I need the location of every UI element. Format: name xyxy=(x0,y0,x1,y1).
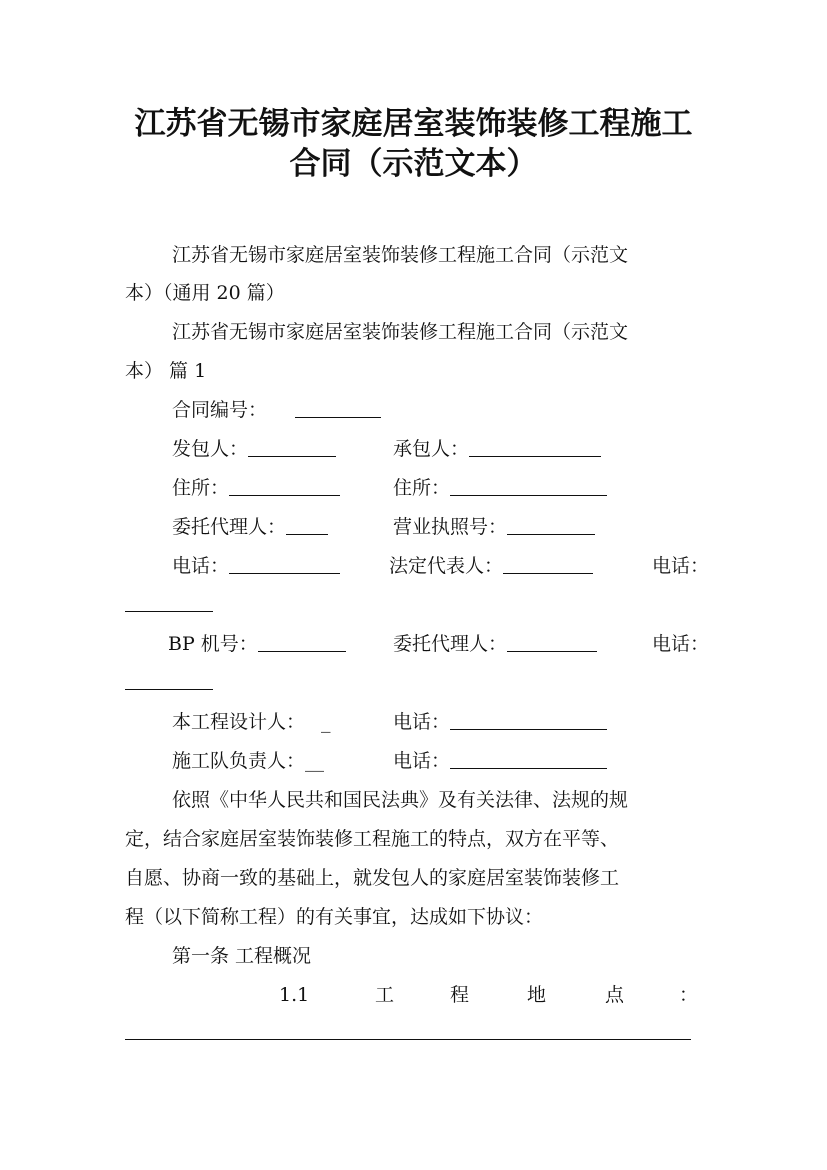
phone-a-label: 电话： xyxy=(172,555,230,577)
body-para1-line4: 程（以下简称工程）的有关事宜，达成如下协议： xyxy=(125,906,544,928)
intro-line4: 本） 篇 1 xyxy=(125,360,207,382)
phone-c-blank xyxy=(125,689,213,690)
agent-field xyxy=(172,514,328,540)
phone-a-blank xyxy=(229,555,340,574)
phone-b-label: 电话： xyxy=(652,555,710,577)
contractor-blank xyxy=(469,438,601,457)
designer-field xyxy=(172,709,331,735)
contract-number-field xyxy=(172,397,381,423)
intro-line2: 本）（通用 20 篇） xyxy=(125,282,285,304)
team-lead-field xyxy=(172,748,324,774)
employer-label: 发包人： xyxy=(172,438,249,460)
item-1-1-char4: 点 xyxy=(605,984,625,1006)
address-b-field xyxy=(393,475,607,501)
team-lead-mark: __ xyxy=(305,750,325,772)
license-label: 营业执照号： xyxy=(393,516,508,538)
agent-blank xyxy=(286,516,328,535)
document-title-line1: 江苏省无锡市家庭居室装饰装修工程施工 xyxy=(134,106,693,142)
contractor-field xyxy=(393,436,601,462)
address-b-label: 住所： xyxy=(393,477,451,499)
designer-label: 本工程设计人： xyxy=(172,711,306,733)
phone-e-label: 电话： xyxy=(393,750,451,772)
item-1-1-blank xyxy=(125,1039,691,1040)
intro-line3: 江苏省无锡市家庭居室装饰装修工程施工合同（示范文 xyxy=(172,321,629,343)
license-blank xyxy=(507,516,595,535)
item-1-1-char3: 地 xyxy=(527,984,547,1006)
designer-mark: _ xyxy=(321,711,331,733)
phone-c-label: 电话： xyxy=(652,633,710,655)
body-para1-line3: 自愿、协商一致的基础上，就发包人的家庭居室装饰装修工 xyxy=(125,867,620,889)
team-lead-label: 施工队负责人： xyxy=(172,750,306,772)
phone-b-blank xyxy=(125,611,213,612)
employer-field xyxy=(172,436,336,462)
item-1-1-number: 1.1 xyxy=(279,984,310,1006)
item-1-1-char2: 程 xyxy=(450,984,470,1006)
contract-number-blank xyxy=(295,399,381,418)
phone-d-blank xyxy=(450,711,607,730)
article-1-heading: 第一条 工程概况 xyxy=(172,945,312,967)
body-para1-line2: 定，结合家庭居室装饰装修工程施工的特点，双方在平等、 xyxy=(125,828,620,850)
item-1-1-char1: 工 xyxy=(375,984,395,1006)
phone-a-field xyxy=(172,553,340,579)
item-1-1-colon: ： xyxy=(679,984,699,1006)
legal-rep-label: 法定代表人： xyxy=(389,555,504,577)
agent-b-label: 委托代理人： xyxy=(393,633,508,655)
bp-label: BP 机号： xyxy=(168,633,258,655)
contract-number-label: 合同编号： xyxy=(172,399,268,421)
intro-line1: 江苏省无锡市家庭居室装饰装修工程施工合同（示范文 xyxy=(172,244,629,266)
legal-rep-blank xyxy=(503,555,593,574)
document-title-line2: 合同（示范文本） xyxy=(289,146,538,182)
phone-e-blank xyxy=(450,750,607,769)
address-a-label: 住所： xyxy=(172,477,230,499)
body-para1-line1: 依照《中华人民共和国民法典》及有关法律、法规的规 xyxy=(172,789,629,811)
license-field xyxy=(393,514,595,540)
bp-blank xyxy=(258,633,346,652)
address-a-blank xyxy=(229,477,340,496)
phone-d-field xyxy=(393,709,607,735)
address-a-field xyxy=(172,475,340,501)
contractor-label: 承包人： xyxy=(393,438,470,460)
agent-b-field xyxy=(393,631,597,657)
agent-b-blank xyxy=(507,633,597,652)
address-b-blank xyxy=(450,477,607,496)
phone-e-field xyxy=(393,748,607,774)
legal-rep-field xyxy=(389,553,593,579)
bp-field xyxy=(168,631,346,657)
agent-label: 委托代理人： xyxy=(172,516,287,538)
employer-blank xyxy=(248,438,336,457)
phone-d-label: 电话： xyxy=(393,711,451,733)
